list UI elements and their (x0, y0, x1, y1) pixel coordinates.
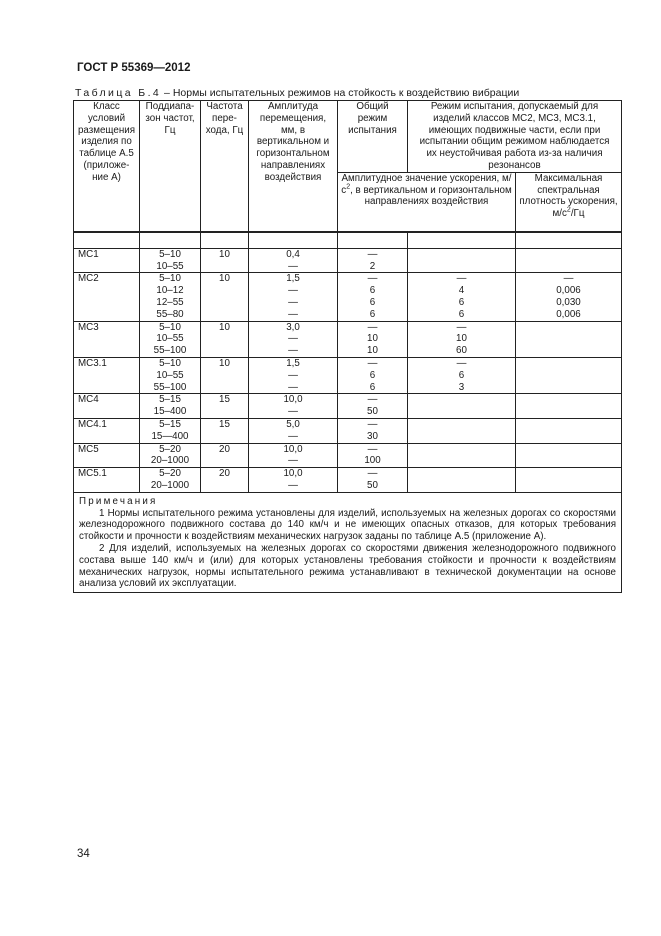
general-cell (338, 394, 408, 419)
cell-line: — (367, 357, 378, 369)
general-cell (338, 248, 408, 273)
mode-cell (408, 418, 516, 443)
cell-line: — (367, 418, 378, 430)
general-cell (338, 357, 408, 393)
cell-line: 15—400 (151, 430, 189, 442)
cell-line: 6 (458, 369, 465, 381)
header-line: испытания (348, 124, 397, 136)
psd-cell (516, 418, 622, 443)
header-line: перемещения, (259, 112, 327, 124)
subrange-cell (140, 418, 201, 443)
subrange-cell (140, 443, 201, 468)
class-cell: МС3.1 (74, 357, 140, 393)
header-line: имеющих подвижные части, если при (428, 124, 601, 136)
accel-text: Амплитудное значение ускорения, м/с (341, 172, 512, 196)
mode-cell (408, 321, 516, 357)
cell-line: — (288, 479, 298, 491)
cell-line: — (288, 369, 298, 381)
mode-cell (408, 357, 516, 393)
cell-line: 55–80 (156, 308, 184, 320)
cell-line: 5–15 (159, 394, 181, 406)
mode-cell (408, 443, 516, 468)
cell-line: 50 (367, 479, 378, 491)
spacer-row (74, 232, 622, 249)
header-line: изделия по (81, 136, 132, 148)
accel-exp: 2 (346, 183, 351, 191)
cell-line: 10,0 (283, 468, 303, 480)
header-line: Поддиапа- (145, 101, 195, 112)
header-line: вертикальном и (256, 136, 330, 148)
header-row-1 (74, 101, 622, 173)
cell-line: 6 (458, 308, 465, 320)
crossover-cell: 10 (201, 248, 249, 273)
cell-line: 6 (369, 308, 376, 320)
header-line: их неустойчивая работа из-за наличия (426, 148, 603, 160)
subrange-cell (140, 273, 201, 321)
col-header-acceleration (338, 172, 516, 232)
psd-cell (516, 443, 622, 468)
header-line: Режим испытания, допускаемый для (430, 101, 599, 112)
general-cell (338, 321, 408, 357)
cell-line: 55–100 (153, 381, 187, 393)
col-header-general-mode (338, 101, 408, 173)
table-row (74, 394, 622, 419)
cell-line: 20–1000 (150, 479, 190, 491)
cell-line: 5–20 (159, 468, 181, 480)
header-line: таблице А.5 (79, 148, 134, 160)
class-cell: МС1 (74, 248, 140, 273)
amplitude-cell (249, 248, 338, 273)
psd-cell (516, 273, 622, 321)
header-line: Общий (356, 101, 389, 112)
cell-line: 20–1000 (150, 455, 190, 467)
cell-line: — (367, 273, 378, 285)
cell-line: 100 (364, 455, 381, 467)
header-line: испытании общим режимом наблюдается (419, 136, 610, 148)
page-number: 34 (77, 848, 90, 860)
vibration-test-table (73, 100, 622, 593)
class-cell: МС5.1 (74, 468, 140, 493)
class-cell: МС4 (74, 394, 140, 419)
col-header-class (74, 101, 140, 232)
table-caption-label: Таблица Б.4 (75, 87, 162, 99)
subrange-cell (140, 321, 201, 357)
cell-line: — (288, 285, 298, 297)
subrange-cell (140, 394, 201, 419)
general-cell (338, 273, 408, 321)
mode-cell (408, 248, 516, 273)
header-line: мм, в (280, 124, 306, 136)
cell-line: — (288, 333, 298, 345)
cell-line: 12–55 (156, 296, 184, 308)
cell-line: 10 (367, 333, 378, 345)
note-item: 1 Нормы испытательного режима установлены для изделий, используемых на железных дорогах со скоростями железнодорожного подвижного состава до 140 км/ч и не имеющих опасных отказов, для которых требования стойкости и прочности к воздействиям механических нагрузок заданы по таблице А.5 (приложение А). (79, 507, 616, 543)
header-line: зон частот, (145, 112, 195, 124)
cell-line: — (288, 296, 298, 308)
cell-line: 0,4 (286, 248, 300, 260)
cell-line: 0,030 (556, 296, 581, 308)
cell-line: 10,0 (283, 443, 303, 455)
cell-line: 5–10 (159, 273, 181, 285)
mode-cell (408, 273, 516, 321)
cell-line: 10–55 (156, 369, 184, 381)
accel-suffix: , в вертикальном и горизонтальном направлениях воздействия (350, 184, 512, 208)
cell-line: — (367, 248, 378, 260)
class-cell: МС4.1 (74, 418, 140, 443)
table-row (74, 443, 622, 468)
header-line: горизонтальном (256, 148, 330, 160)
general-cell (338, 418, 408, 443)
psd-text: Максимальная спектральная плотность ускорения, м/с (519, 172, 618, 220)
header-line: резонансов (488, 159, 541, 171)
cell-line: 6 (369, 285, 376, 297)
psd-cell (516, 321, 622, 357)
crossover-cell: 20 (201, 443, 249, 468)
psd-exp: 2 (566, 206, 571, 214)
class-cell: МС5 (74, 443, 140, 468)
general-cell (338, 468, 408, 493)
header-line: направлениях (260, 159, 326, 171)
cell-line: 6 (369, 296, 376, 308)
cell-line: 3 (458, 381, 465, 393)
cell-line: — (456, 357, 467, 369)
col-header-crossover (201, 101, 249, 232)
cell-line: 10–55 (156, 260, 184, 272)
cell-line: 5,0 (286, 418, 300, 430)
cell-line: 5–10 (159, 357, 181, 369)
notes-row (74, 492, 622, 592)
cell-line: — (288, 455, 298, 467)
cell-line: 10,0 (283, 394, 303, 406)
cell-line: — (288, 430, 298, 442)
col-header-subrange (140, 101, 201, 232)
cell-line: 10 (456, 333, 467, 345)
table-row (74, 248, 622, 273)
subrange-cell (140, 357, 201, 393)
col-header-amplitude (249, 101, 338, 232)
cell-line: 15–400 (153, 406, 187, 418)
amplitude-cell (249, 357, 338, 393)
table-row (74, 273, 622, 321)
header-line: воздействия (264, 171, 322, 183)
table-row (74, 357, 622, 393)
col-header-psd (516, 172, 622, 232)
table-row (74, 468, 622, 493)
table-caption (75, 87, 519, 99)
header-line: Частота (206, 101, 243, 112)
cell-line: 30 (367, 430, 378, 442)
psd-cell (516, 248, 622, 273)
cell-line: 2 (369, 260, 376, 272)
psd-cell (516, 468, 622, 493)
header-line: пере- (212, 112, 237, 124)
cell-line: 10 (367, 345, 378, 357)
crossover-cell: 15 (201, 394, 249, 419)
general-cell (338, 443, 408, 468)
crossover-cell: 10 (201, 321, 249, 357)
cell-line: 5–15 (159, 418, 181, 430)
header-line: хода, Гц (205, 124, 244, 136)
notes-cell (74, 492, 622, 592)
cell-line: 0,006 (556, 285, 581, 297)
cell-line: 6 (458, 296, 465, 308)
amplitude-cell (249, 394, 338, 419)
cell-line: 10–12 (156, 285, 184, 297)
psd-suffix: /Гц (570, 208, 585, 220)
cell-line: 6 (369, 381, 376, 393)
cell-line: 3,0 (286, 321, 300, 333)
subrange-cell (140, 468, 201, 493)
crossover-cell: 15 (201, 418, 249, 443)
header-line: режим (357, 112, 388, 124)
cell-line: 10–55 (156, 333, 184, 345)
crossover-cell: 10 (201, 273, 249, 321)
cell-line: 5–10 (159, 248, 181, 260)
cell-line: 55–100 (153, 345, 187, 357)
cell-line: 5–20 (159, 443, 181, 455)
cell-line: — (456, 321, 467, 333)
amplitude-cell (249, 418, 338, 443)
table-row (74, 418, 622, 443)
header-line: ние А) (92, 171, 121, 183)
cell-line: — (288, 260, 298, 272)
cell-line: — (288, 308, 298, 320)
document-code: ГОСТ Р 55369—2012 (77, 62, 191, 74)
cell-line: 50 (367, 406, 378, 418)
mode-cell (408, 468, 516, 493)
cell-line: — (288, 406, 298, 418)
note-item: 2 Для изделий, используемых на железных дорогах со скоростями движения железнодорожного подвижного состава выше 140 км/ч и (или) для которых установлены требования стойкости и прочности к воздействиям механических нагрузок, нормы испытательного режима устанавливают в технической документации на основе анализа условий их эксплуатации. (79, 542, 616, 590)
cell-line: — (367, 443, 378, 455)
cell-line: — (288, 345, 298, 357)
header-line: Гц (164, 124, 176, 136)
crossover-cell: 20 (201, 468, 249, 493)
cell-line: — (367, 468, 378, 480)
crossover-cell: 10 (201, 357, 249, 393)
subrange-cell (140, 248, 201, 273)
cell-line: — (456, 273, 467, 285)
cell-line: 1,5 (286, 357, 300, 369)
cell-line: 6 (369, 369, 376, 381)
cell-line: — (288, 381, 298, 393)
cell-line: 5–10 (159, 321, 181, 333)
amplitude-cell (249, 321, 338, 357)
header-line: Класс (93, 101, 120, 112)
cell-line: 0,006 (556, 308, 581, 320)
notes-title: Примечания (79, 495, 158, 507)
header-line: Амплитуда (267, 101, 319, 112)
psd-cell (516, 357, 622, 393)
cell-line: 4 (458, 285, 465, 297)
cell-line: — (563, 273, 574, 285)
psd-cell (516, 394, 622, 419)
class-cell: МС3 (74, 321, 140, 357)
col-header-test-mode (408, 101, 622, 173)
class-cell: МС2 (74, 273, 140, 321)
mode-cell (408, 394, 516, 419)
amplitude-cell (249, 273, 338, 321)
header-line: изделий классов МС2, МС3, МС3.1, (433, 112, 596, 124)
table-row (74, 321, 622, 357)
cell-line: — (367, 394, 378, 406)
amplitude-cell (249, 443, 338, 468)
cell-line: — (367, 321, 378, 333)
header-line: условий (87, 112, 126, 124)
amplitude-cell (249, 468, 338, 493)
header-line: (приложе- (83, 159, 130, 171)
cell-line: 1,5 (286, 273, 300, 285)
header-line: размещения (77, 124, 136, 136)
table-caption-title: – Нормы испытательных режимов на стойкость к воздействию вибрации (161, 87, 520, 99)
cell-line: 60 (456, 345, 467, 357)
